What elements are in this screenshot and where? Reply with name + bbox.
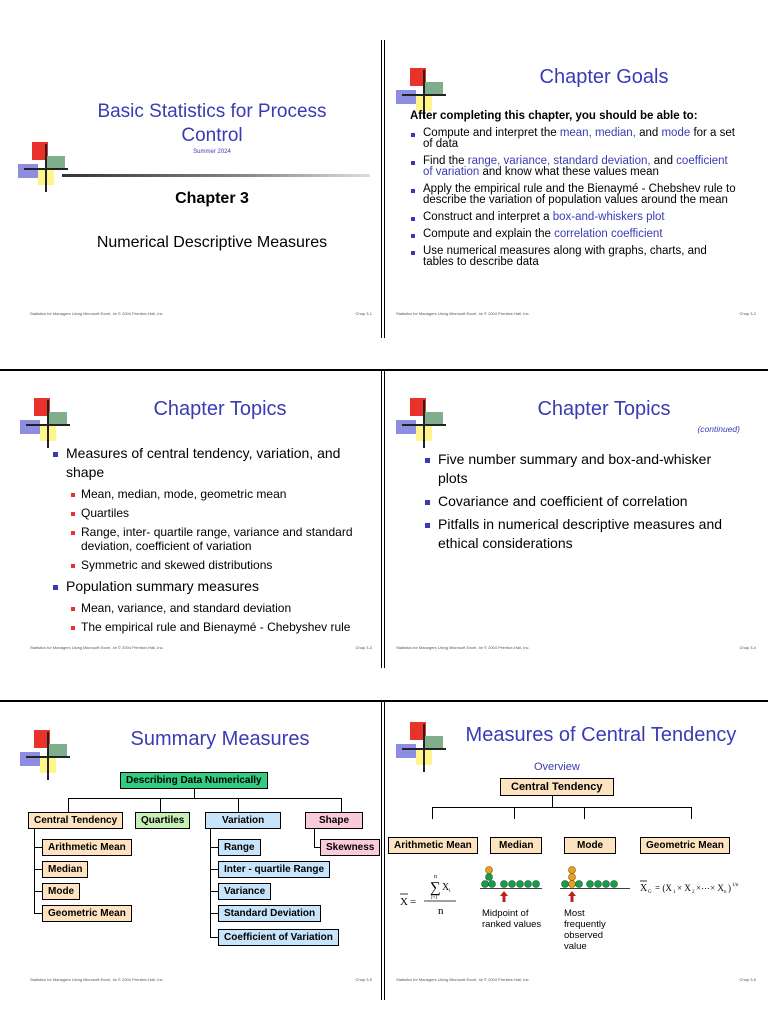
mode-dots-icon	[560, 864, 632, 906]
svg-text:×⋯× X: ×⋯× X	[696, 883, 724, 893]
list-item: Measures of central tendency, variation, and shape Mean, median, mode, geometric mean Quartiles Range, inter- quartile range, variance and standard deviation, coefficient of variation Symmetric and skewed distributions	[52, 444, 362, 572]
svg-text:× X: × X	[677, 883, 691, 893]
list-item: Quartiles	[70, 506, 362, 520]
slide-footer: Statistics for Managers Using Microsoft Excel, 4e © 2004 Prentice-Hall, Inc.	[30, 311, 164, 316]
topics-list	[424, 450, 744, 557]
svg-text:i: i	[449, 889, 451, 894]
highlight-text: mode	[661, 127, 691, 139]
svg-text:X: X	[640, 883, 648, 894]
describing-data-box: Describing Data Numerically	[120, 772, 268, 789]
iqr-box: Inter - quartile Range	[218, 861, 330, 878]
slide-5	[0, 704, 384, 996]
goal-text: Find the	[423, 155, 468, 167]
list-item: Mean, variance, and standard deviation	[70, 601, 362, 615]
highlight-text: mean, median,	[559, 127, 636, 139]
logo-icon	[20, 398, 72, 450]
chapter-label: Chapter 3	[175, 190, 249, 207]
goal-text: Compute and interpret the	[423, 127, 560, 139]
svg-text:n: n	[434, 874, 437, 880]
slide-title: Measures of Central Tendency	[465, 724, 737, 746]
quartiles-box: Quartiles	[135, 812, 190, 829]
slide-page-number: Chap 3-2	[739, 311, 756, 316]
slide-page-number: Chap 3-5	[355, 977, 372, 982]
svg-text:X: X	[442, 882, 450, 893]
geometric-mean-box: Geometric Mean	[42, 905, 132, 922]
topics-list	[52, 444, 362, 639]
slide-subtitle: Summer 2024	[193, 149, 231, 155]
list-item	[410, 246, 740, 268]
variation-box: Variation	[205, 812, 281, 829]
row-divider	[0, 700, 768, 702]
central-tendency-box: Central Tendency	[500, 778, 614, 796]
slide-3	[0, 372, 384, 664]
list-item: Mean, median, mode, geometric mean	[70, 487, 362, 501]
slide-footer: Statistics for Managers Using Microsoft Excel, 4e © 2004 Prentice-Hall, Inc.	[396, 977, 530, 982]
list-item	[410, 156, 740, 178]
logo-icon	[396, 398, 448, 450]
list-item: Covariance and coefficient of correlation	[424, 492, 744, 511]
mean-formula-icon	[398, 872, 464, 922]
slide-title: Chapter Topics	[537, 398, 671, 420]
slide-title: Summary Measures	[130, 728, 310, 750]
slide-page-number: Chap 3-3	[355, 645, 372, 650]
list-item: The empirical rule and Bienaymé - Chebyshev rule	[70, 620, 362, 634]
svg-text:=: =	[410, 896, 417, 908]
svg-text:1/n: 1/n	[732, 883, 739, 888]
median-description: Midpoint of ranked values	[482, 908, 542, 930]
svg-text:G: G	[648, 890, 652, 895]
list-item: Symmetric and skewed distributions	[70, 558, 362, 572]
svg-text:i=1: i=1	[431, 896, 438, 901]
list-item	[410, 128, 740, 150]
skewness-box: Skewness	[320, 839, 380, 856]
list-item: Population summary measures Mean, variance, and standard deviation The empirical rule and Bienaymé - Chebyshev rule	[52, 577, 362, 634]
goal-text: Compute and explain the	[423, 228, 555, 240]
list-item: Range, inter- quartile range, variance and standard deviation, coefficient of variation	[70, 525, 362, 553]
median-dots-icon	[480, 864, 548, 906]
slide-footer: Statistics for Managers Using Microsoft Excel, 4e © 2004 Prentice-Hall, Inc.	[396, 311, 530, 316]
slide-footer: Statistics for Managers Using Microsoft Excel, 4e © 2004 Prentice-Hall, Inc.	[30, 645, 164, 650]
slide-footer: Statistics for Managers Using Microsoft Excel, 4e © 2004 Prentice-Hall, Inc.	[396, 645, 530, 650]
highlight-text: coefficient of variation	[423, 155, 728, 178]
std-dev-box: Standard Deviation	[218, 905, 321, 922]
list-item: Five number summary and box-and-whisker plots	[424, 450, 744, 488]
goal-text: Construct and interpret a	[423, 211, 553, 223]
svg-text:n: n	[438, 905, 444, 917]
list-item	[410, 184, 740, 206]
highlight-text: correlation coefficient	[554, 228, 663, 240]
arithmetic-mean-box: Arithmetic Mean	[42, 839, 132, 856]
list-item	[410, 212, 740, 223]
svg-text:1: 1	[673, 890, 676, 895]
goal-text: and know what these values mean	[479, 166, 659, 178]
highlight-text: range, variance, standard deviation,	[467, 155, 651, 167]
goals-intro: After completing this chapter, you should be able to:	[410, 110, 698, 122]
svg-text:2: 2	[692, 890, 695, 895]
svg-text:∑: ∑	[430, 880, 441, 896]
geometric-mean-box: Geometric Mean	[640, 837, 730, 854]
svg-text:= (X: = (X	[655, 883, 672, 893]
title-rule	[62, 174, 370, 177]
row-divider	[0, 369, 768, 371]
slide-footer: Statistics for Managers Using Microsoft Excel, 4e © 2004 Prentice-Hall, Inc.	[30, 977, 164, 982]
variance-box: Variance	[218, 883, 271, 900]
svg-text:n: n	[724, 890, 727, 895]
logo-icon	[18, 142, 70, 194]
slide-6	[384, 704, 768, 996]
overview-label: Overview	[534, 761, 580, 773]
range-box: Range	[218, 839, 261, 856]
median-box: Median	[42, 861, 88, 878]
shape-box: Shape	[305, 812, 363, 829]
goal-text: and	[635, 127, 662, 139]
goal-text: for a set of data	[423, 127, 735, 150]
continued-label: (continued)	[697, 424, 740, 434]
slide-1	[0, 38, 384, 330]
slide-title: Chapter Goals	[539, 66, 669, 88]
central-tendency-box: Central Tendency	[28, 812, 123, 829]
slide-page-number: Chap 3-1	[355, 311, 372, 316]
svg-text:X: X	[400, 896, 408, 908]
slide-title: Chapter Topics	[153, 398, 287, 420]
geometric-mean-formula-icon	[638, 878, 750, 898]
slide-4	[384, 372, 768, 664]
mode-description: Most frequently observed value	[564, 908, 606, 952]
mode-box: Mode	[42, 883, 80, 900]
slide-page-number: Chap 3-4	[739, 645, 756, 650]
slide-2	[384, 38, 768, 330]
cv-box: Coefficient of Variation	[218, 929, 339, 946]
goals-list	[410, 128, 740, 274]
goal-text: Use numerical measures along with graphs, charts, and tables to describe data	[423, 245, 707, 268]
chapter-topic: Numerical Descriptive Measures	[96, 234, 328, 251]
slide-title: Basic Statistics for Process Control	[97, 101, 327, 146]
list-item: Pitfalls in numerical descriptive measures and ethical considerations	[424, 515, 744, 553]
slide-page-number: Chap 3-6	[739, 977, 756, 982]
median-box: Median	[490, 837, 542, 854]
arithmetic-mean-box: Arithmetic Mean	[388, 837, 478, 854]
highlight-text: box-and-whiskers plot	[552, 211, 665, 223]
mode-box: Mode	[564, 837, 616, 854]
goal-text: Apply the empirical rule and the Bienaymé - Chebshev rule to describe the variation of population values around the mean	[423, 183, 736, 206]
list-item	[410, 229, 740, 240]
logo-icon	[20, 730, 72, 782]
goal-text: and	[650, 155, 677, 167]
svg-text:): )	[728, 883, 731, 893]
